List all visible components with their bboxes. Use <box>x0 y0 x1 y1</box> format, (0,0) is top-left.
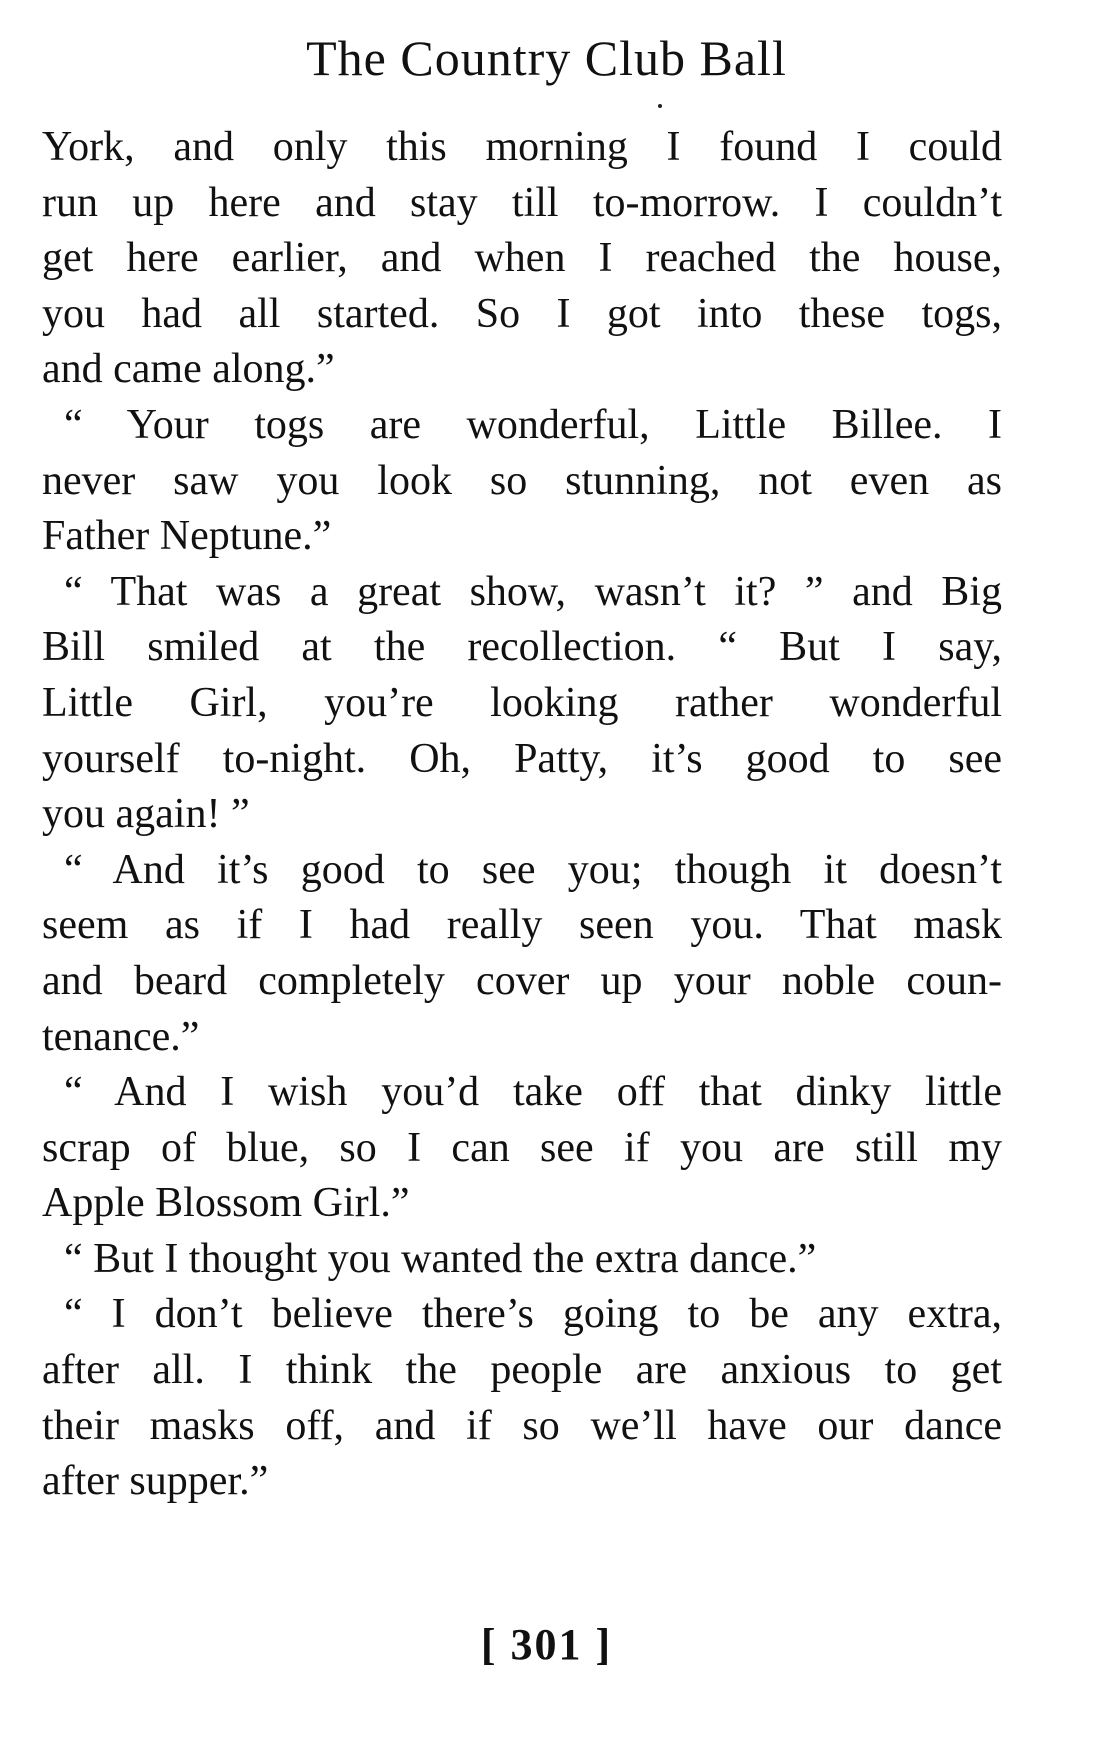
text-line: “ That was a great show, wasn’t it? ” and Big <box>64 568 1002 615</box>
text-line: you again! ” <box>42 791 250 838</box>
text-line: Little Girl, you’re looking rather wonderful <box>42 679 1002 726</box>
text-line: Father Neptune.” <box>42 513 332 560</box>
text-line: get here earlier, and when I reached the house, <box>42 235 1002 282</box>
text-line: York, and only this morning I found I could <box>42 124 1002 170</box>
text-line: Bill smiled at the recollection. “ But I say, <box>42 624 1002 671</box>
text-line: run up here and stay till to-morrow. I couldn’t <box>42 179 1002 226</box>
text-line: never saw you look so stunning, not even as <box>42 457 1002 504</box>
text-line: “ But I thought you wanted the extra dance.” <box>64 1235 817 1282</box>
body-text <box>42 120 1002 1510</box>
text-line: and beard completely cover up your noble coun- <box>42 957 1002 1004</box>
page-number: [ 301 ] <box>480 1620 613 1669</box>
text-line: Apple Blossom Girl.” <box>42 1180 410 1227</box>
text-line: “ And I wish you’d take off that dinky little <box>64 1069 1002 1116</box>
text-line: you had all started. So I got into these togs, <box>42 290 1002 337</box>
text-line: “ And it’s good to see you; though it doesn’t <box>64 846 1002 893</box>
text-line: after all. I think the people are anxious to get <box>42 1347 1002 1394</box>
text-line: tenance.” <box>42 1013 200 1060</box>
text-line: seem as if I had really seen you. That mask <box>42 902 1002 949</box>
text-line: their masks off, and if so we’ll have our dance <box>42 1402 1002 1449</box>
text-line: and came along.” <box>42 346 335 393</box>
text-line: after supper.” <box>42 1458 269 1505</box>
text-line: “ I don’t believe there’s going to be any extra, <box>64 1291 1002 1338</box>
running-head: The Country Club Ball <box>306 30 787 86</box>
text-line: scrap of blue, so I can see if you are still my <box>42 1124 1002 1171</box>
text-line: yourself to-night. Oh, Patty, it’s good to see <box>42 735 1002 782</box>
ornament-dot <box>658 104 662 108</box>
text-line: “ Your togs are wonderful, Little Billee. I <box>64 401 1002 448</box>
